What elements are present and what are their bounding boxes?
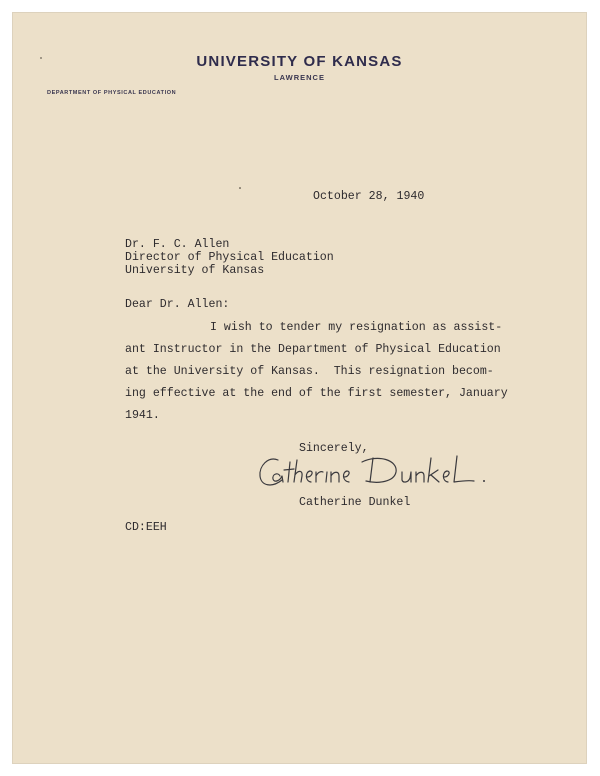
handwritten-signature: [256, 448, 496, 496]
letterhead-department: DEPARTMENT OF PHYSICAL EDUCATION: [47, 90, 177, 96]
letterhead-institution: UNIVERSITY OF KANSAS: [196, 53, 403, 70]
body-line: I wish to tender my resignation as assist-: [210, 321, 503, 334]
reference-initials: CD:EEH: [125, 521, 167, 534]
body-line: ant Instructor in the Department of Physical Education: [125, 343, 501, 356]
closing: Sincerely,: [299, 442, 369, 455]
salutation: Dear Dr. Allen:: [125, 298, 230, 311]
paper-speck: [239, 187, 241, 189]
body-line: 1941.: [125, 409, 160, 422]
letter-sheet: [12, 12, 587, 764]
typed-name: Catherine Dunkel: [299, 496, 411, 509]
body-line: ing effective at the end of the first semester, January: [125, 387, 508, 400]
recipient-title: Director of Physical Education: [125, 251, 334, 264]
body-line: at the University of Kansas. This resignation becom-: [125, 365, 494, 378]
letterhead-location: LAWRENCE: [274, 73, 325, 82]
recipient-organization: University of Kansas: [125, 264, 265, 277]
letter-date: October 28, 1940: [313, 190, 425, 203]
recipient-name: Dr. F. C. Allen: [125, 238, 230, 251]
paper-speck: [40, 57, 42, 59]
